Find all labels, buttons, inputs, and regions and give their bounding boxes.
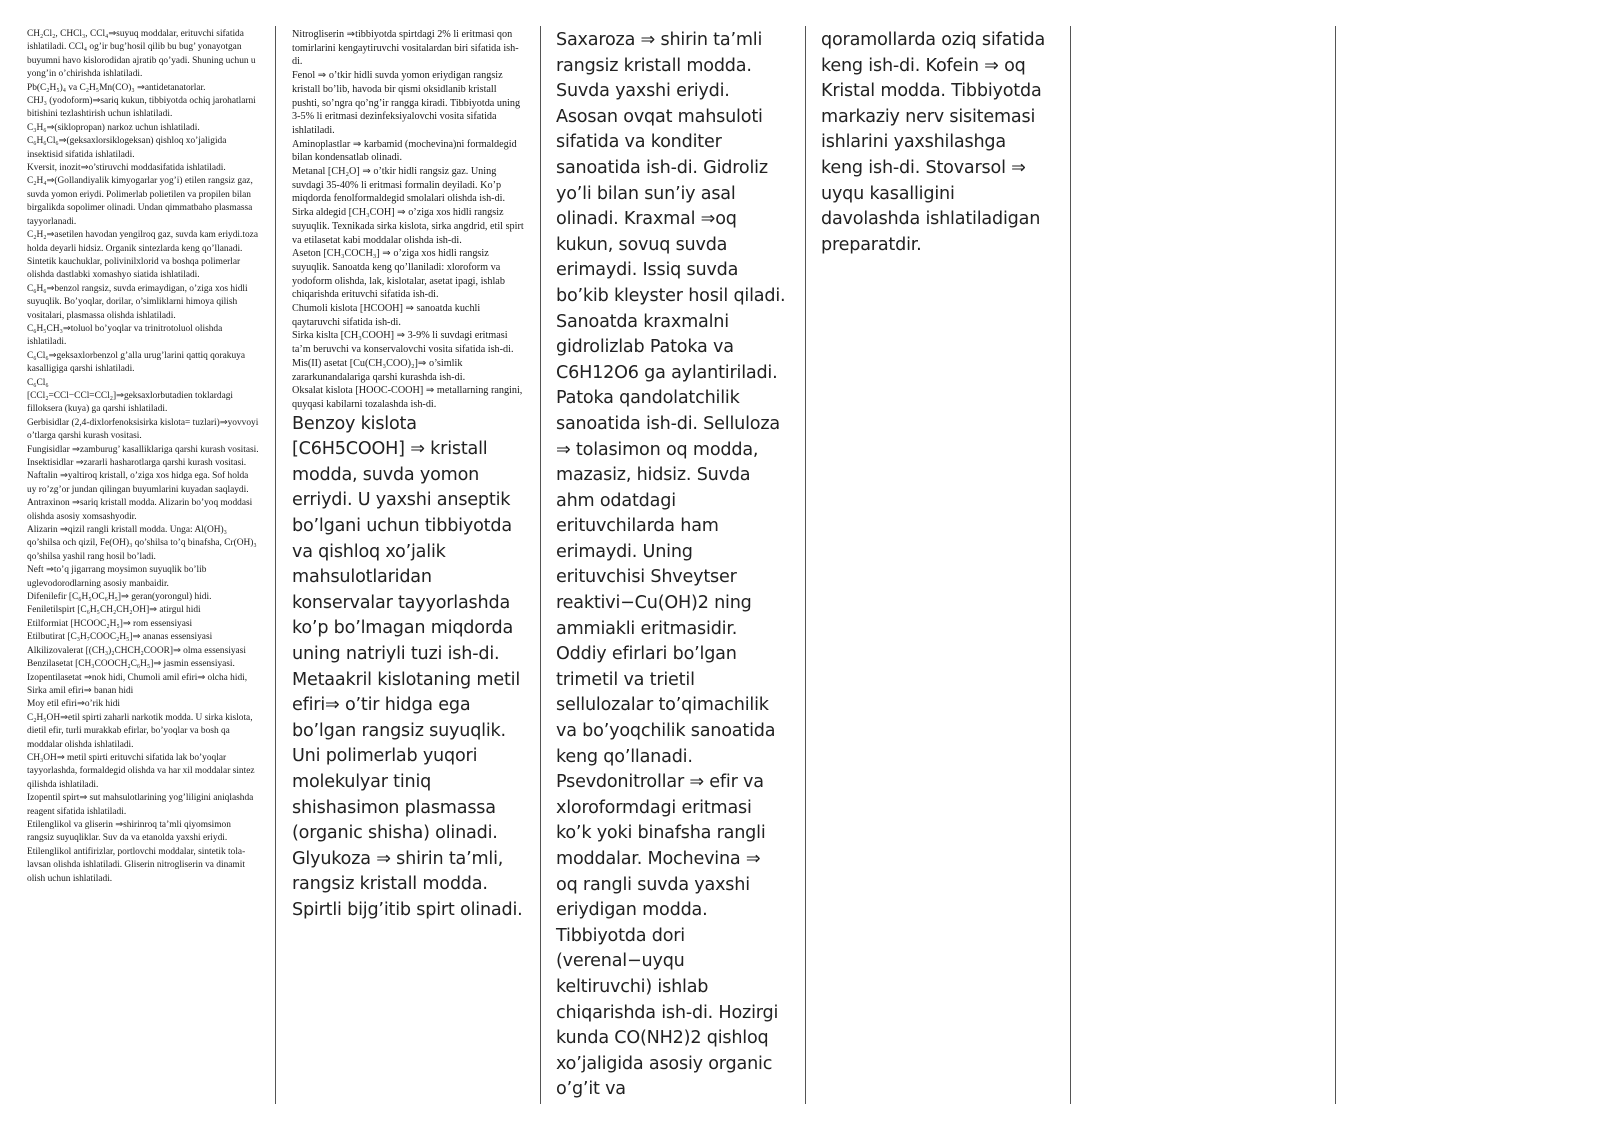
paragraph: C₂H₂⇒asetilen havodan yengilroq gaz, suvda kam eriydi.toza holda deyarli hidsiz. Organik sintezlarda keng qo’llanadi. Sintetik kauchuklar, polivinilxlorid va boshqa polimerlar olishda dastlabki xomashyo siatida ishlatiladi. bbox=[27, 230, 258, 281]
paragraph: Insektisidlar ⇒zararli hasharotlarga qarshi kurash vositasi. bbox=[27, 458, 247, 468]
paragraph: C₆H₆⇒benzol rangsiz, suvda erimaydigan, o’ziga xos hidli suyuqlik. Bo’yoqlar, dorilar, o’simliklarni himoya qilish vositalari, plasmassa olishda ishlatiladi. bbox=[27, 283, 248, 321]
column-divider-2 bbox=[540, 26, 541, 1104]
paragraph: C₃H₆⇒(siklopropan) narkoz uchun ishlatiladi. bbox=[27, 122, 200, 133]
paragraph: C₆H₅CH₃⇒toluol bo’yoqlar va trinitrotoluol olishda ishlatiladi. bbox=[27, 323, 223, 348]
column-2-small-text bbox=[292, 28, 524, 412]
column-divider-5 bbox=[1335, 26, 1336, 1104]
paragraph: Mis(II) asetat [Cu(CH₃COO)₂]⇒ o’simlik zararkunandalariga qarshi kurashda ish-di. bbox=[292, 357, 466, 383]
column-2-large-text: Benzoy kislota [C6H5COOH] ⇒ kristall modda, suvda yomon erriydi. U yaxshi anseptik bo’lgani uchun tibbiyotda va qishloq xo’jalik mahsulotlaridan konservalar tayyorlashda ko’p bo’lmagan miqdorda uning natriyli tuzi ish-di. Metaakril kislotaning metil efiri⇒ o’tir hidga ega bo’lgan rangsiz suyuqlik. Uni polimerlab yuqori molekulyar tiniq shishasimon plasmassa (organic shisha) olinadi. Glyukoza ⇒ shirin ta’mli, rangsiz kristall modda. Spirtli bijg’itib spirt olinadi. bbox=[292, 413, 523, 920]
paragraph: Fungisidlar ⇒zamburug’ kasalliklariga qarshi kurash vositasi. bbox=[27, 444, 259, 455]
column-3-text: Saxaroza ⇒ shirin ta’mli rangsiz kristall modda. Suvda yaxshi eriydi. Asosan ovqat mahsuloti sifatida va konditer sanoatida ish-di. Gidroliz yo’li bilan sun’iy asal olinadi. Kraxmal ⇒oq kukun, sovuq suvda erimaydi. Issiq suvda bo’kib kleyster hosil qiladi. Sanoatda kraxmalni gidrolizlab Patoka va C6H12O6 ga aylantiriladi. Patoka qandolatchilik sanoatida ish-di. Selluloza ⇒ tolasimon oq modda, mazasiz, hidsiz. Suvda ahm odatdagi erituvchilarda ham erimaydi. Uning erituvchisi Shveytser reaktivi−Cu(OH)2 ning ammiakli eritmasidir. Oddiy efirlari bo’lgan trimetil va trietil sellulozalar to’qimachilik va bo’yoqchilik sanoatida keng qo’llanadi. Psevdonitrollar ⇒ efir va xloroformdagi eritmasi ko’k yoki binafsha rangli moddalar. Mochevina ⇒ oq rangli suvda yaxshi eriydigan modda. Tibbiyotda dori (verenal−uyqu keltiruvchi) ishlab chiqarishda ish-di. Hozirgi kunda CO(NH2)2 qishloq xo’jaligida asosiy organic o’g’it va bbox=[556, 30, 786, 1100]
column-4-text: qoramollarda oziq sifatida keng ish-di. Kofein ⇒ oq Kristal modda. Tibbiyotda markaziy nerv sisitemasi ishlarini yaxshilashga keng ish-di. Stovarsol ⇒ uyqu kasalligini davolashda ishlatiladigan preparatdir. bbox=[821, 30, 1046, 255]
paragraph: Gerbisidlar (2,4-dixlorfenoksisirka kislota= tuzlari)⇒yovvoyi o’tlarga qarshi kurash vositasi. bbox=[27, 417, 259, 442]
column-4 bbox=[821, 28, 1051, 258]
paragraph: Sirka aldegid [CH₃COH] ⇒ o’ziga xos hidli rangsiz suyuqlik. Texnikada sirka kislota, sirka angdrid, etil spirt va etilasetat kabi moddalar olishda ish-di. bbox=[292, 207, 524, 246]
paragraph: Alizarin ⇒qizil rangli kristall modda. Unga: Al(OH)₃ qo’shilsa och qizil, Fe(OH)₃ qo’shilsa to’q binafsha, Cr(OH)₃ qo’shilsa yashil rang hosil bo’ladi. bbox=[27, 525, 257, 562]
paragraph: CH₃OH⇒ metil spirti erituvchi sifatida lak bo’yoqlar tayyorlashda, formaldegid olishda va har xil moddalar sintez qilishda ishlatiladi. bbox=[27, 752, 255, 790]
paragraph: [CCl₂=CCl−CCl=CCl₂]⇒geksaxlorbutadien toklardagi filloksera (kuya) ga qarshi ishlatiladi. bbox=[27, 390, 234, 415]
paragraph: Etilformiat [HCOOC₂H₅]⇒ rom essensiyasi bbox=[27, 618, 193, 629]
column-1 bbox=[27, 28, 259, 886]
paragraph: Izopentil spirt⇒ sut mahsulotlarining yog’liligini aniqlashda reagent sifatida ishlatiladi. bbox=[27, 793, 254, 817]
paragraph: CHJ₃ (yodoform)⇒sariq kukun, tibbiyotda ochiq jarohatlarni bitishini tezlashtirish uchun ishlatiladi. bbox=[27, 96, 256, 120]
paragraph: Kversit, inozit⇒o’stiruvchi moddasifatida ishlatiladi. bbox=[27, 163, 226, 174]
paragraph: Pb(C₂H₅)₄ va C₂H₅Mn(CO)₃ ⇒antidetanatorlar. bbox=[27, 82, 206, 93]
paragraph: Alkilizovalerat [(CH₃)₂CHCH₂COOR]⇒ olma essensiyasi bbox=[27, 645, 246, 656]
paragraph: Difenilefir [C₆H₅OC₆H₅]⇒ geran(yorongul) hidi. bbox=[27, 592, 212, 603]
column-2 bbox=[292, 28, 524, 924]
paragraph: Fenol ⇒ o’tkir hidli suvda yomon eriydigan rangsiz kristall bo’lib, havoda bir qismi oksidlanib kristall pushti, so’ngra qo’ng’ir rangga kiradi. Tibbiyotda uning 3-5% li eritmasi dezinfeksiyalovchi vosita sifatida ishlatiladi. bbox=[292, 70, 521, 136]
paragraph: Feniletilspirt [C₆H₅CH₂CH₂OH]⇒ atirgul hidi bbox=[27, 605, 201, 616]
paragraph: Aminoplastlar ⇒ karbamid (mochevina)ni formaldegid bilan kondensatlab olinadi. bbox=[292, 138, 517, 164]
paragraph: Moy etil efiri⇒o’rik hidi bbox=[27, 699, 120, 710]
column-divider-4 bbox=[1070, 26, 1071, 1104]
paragraph: Aseton [CH₃COCH₃] ⇒ o’ziga xos hidli rangsiz suyuqlik. Sanoatda keng qo’llaniladi: xloroform va yodoform olishda, lak, kislotalar, asetat ipagi, ishlab chiqarishda erituvchi sifatida ish-di. bbox=[292, 248, 505, 301]
column-divider-3 bbox=[805, 26, 806, 1104]
paragraph: Nitrogliserin ⇒tibbiyotda spirtdagi 2% li eritmasi qon tomirlarini kengaytiruvchi vositalardan biri sifatida ish-di. bbox=[292, 29, 519, 68]
paragraph: C₆Cl₆ bbox=[27, 377, 49, 388]
paragraph: Oksalat kislota [HOOC-COOH] ⇒ metallarning rangini, quyqasi kabilarni tozalashda ish-di. bbox=[292, 385, 523, 410]
paragraph: Naftalin ⇒yaltiroq kristall, o’ziga xos hidga ega. Sof holda uy ro’zg’or jundan qilingan buyumlarini kuyadan saqlaydi. bbox=[27, 471, 249, 495]
paragraph: Chumoli kislota [HCOOH] ⇒ sanoatda kuchli qaytaruvchi sifatida ish-di. bbox=[292, 303, 481, 328]
paragraph: C₂H₅OH⇒etil spirti zaharli narkotik modda. U sirka kislota, dietil efir, turli murakkab efirlar, bo’yoqlar va bosh qa moddalar olishda ishlatiladi. bbox=[27, 712, 253, 750]
paragraph: C₆Cl₆⇒geksaxlorbenzol g’alla urug’larini qattiq qorakuya kasalligiga qarshi ishlatiladi. bbox=[27, 350, 245, 375]
paragraph: Benzilasetat [CH₃COOCH₂C₆H₅]⇒ jasmin essensiyasi. bbox=[27, 659, 235, 670]
paragraph: CH₂Cl₂, CHCl₃, CCl₄⇒suyuq moddalar, erituvchi sifatida ishlatiladi. CCl₄ og’ir bug’hosil qilib bu bug’ yonayotgan buyumni havo kislorodidan ajratib qo’yadi. Shuning uchun u yong’in o’chirishda ishlatiladi. bbox=[27, 29, 256, 80]
paragraph: Etilbutirat [C₃H₇COOC₂H₅]⇒ ananas essensiyasi bbox=[27, 632, 213, 643]
paragraph: C₆H₆Cl₆⇒(geksaxlorsiklogeksan) qishloq xo’jaligida insektisid sifatida ishlatiladi. bbox=[27, 136, 227, 160]
column-divider-1 bbox=[275, 26, 276, 1104]
paragraph: Neft ⇒to’q jigarrang moysimon suyuqlik bo’lib uglevodorodlarning asosiy manbaidir. bbox=[27, 565, 207, 589]
paragraph: Metanal [CH₂O] ⇒ o’tkir hidli rangsiz gaz. Uning suvdagi 35-40% li eritmasi formalin deyiladi. Ko’p miqdorda fenolformaldegid smolalari olishda ish-di. bbox=[292, 166, 506, 205]
paragraph: Izopentilasetat ⇒nok hidi, Chumoli amil efiri⇒ olcha hidi, Sirka amil efiri⇒ banan hidi bbox=[27, 672, 248, 696]
paragraph: Antraxinon ⇒sariq kristall modda. Alizarin bo’yoq moddasi olishda asosiy xomsashyodir. bbox=[27, 498, 253, 522]
column-3 bbox=[556, 28, 786, 1103]
paragraph: C₂H₄⇒(Gollandiyalik kimyogarlar yog’i) etilen rangsiz gaz, suvda yomon eriydi. Polimerlab polietilen va propilen bilan birgalikda sopolimer olinadi. Undan qimmatbaho plasmassa tayyorlanadi. bbox=[27, 176, 253, 227]
paragraph: Etilenglikol va gliserin ⇒shirinroq ta’mli qiyomsimon rangsiz suyuqliklar. Suv da va etanolda yaxshi eriydi. Etilenglikol antifirizlar, portlovchi moddalar, sintetik tola-lavsan olishda ishlatiladi. Gliserin nitrogliserin va dinamit olish uchun ishlatiladi. bbox=[27, 819, 246, 884]
paragraph: Sirka kislta [CH₃COOH] ⇒ 3-9% li suvdagi eritmasi ta’m beruvchi va konservalovchi vosita sifatida ish-di. bbox=[292, 330, 514, 356]
